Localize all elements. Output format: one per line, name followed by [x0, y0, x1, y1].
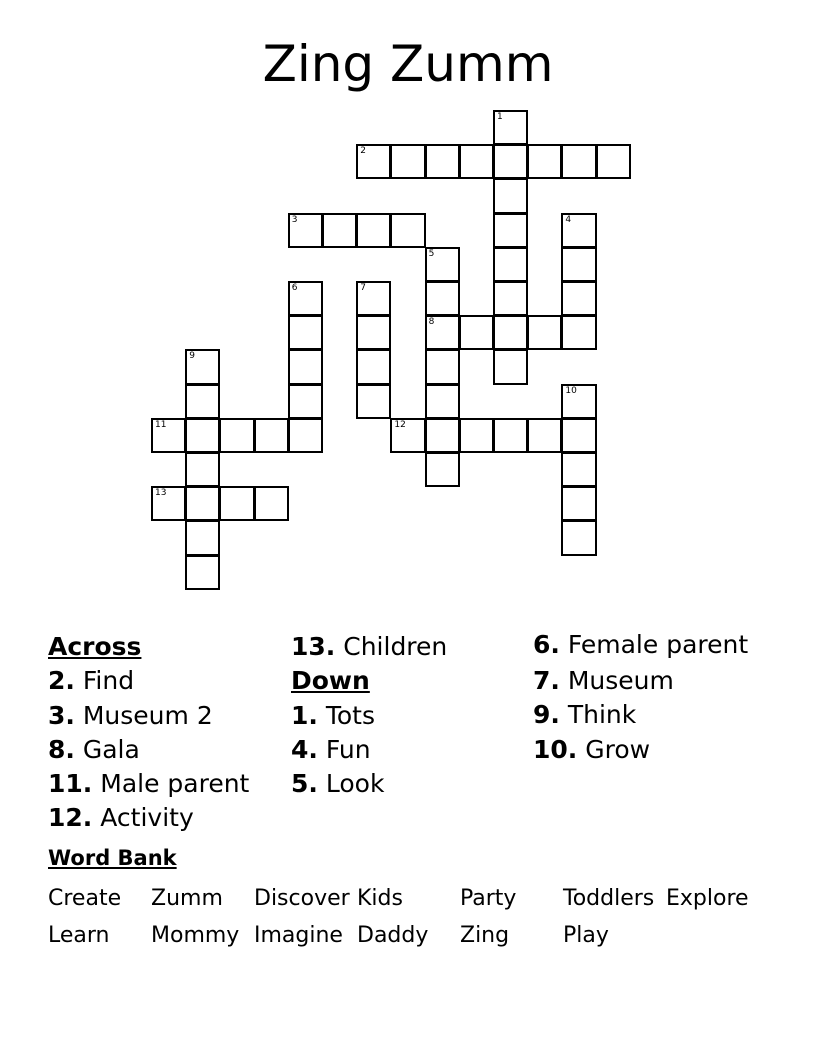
word-bank-word: Daddy — [357, 923, 429, 948]
crossword-cell[interactable] — [459, 315, 494, 350]
crossword-cell[interactable] — [288, 315, 323, 350]
clues-column-1 — [48, 630, 288, 836]
clue-number: 6 — [291, 283, 298, 293]
crossword-cell[interactable] — [493, 247, 528, 282]
word-bank-word: Mommy — [151, 923, 240, 948]
clue-down-4: 4. Fun — [291, 734, 371, 764]
clue-down-7: 7. Museum — [533, 666, 674, 695]
clue-across-13: 13. Children — [291, 632, 448, 661]
clue-number: 3 — [291, 214, 298, 225]
crossword-cell[interactable] — [493, 178, 528, 213]
crossword-cell[interactable] — [185, 452, 220, 487]
crossword-cell[interactable] — [390, 213, 425, 248]
word-bank-word: Create — [48, 886, 122, 911]
crossword-cell[interactable] — [493, 349, 528, 384]
word-bank-title: Word Bank — [48, 846, 177, 870]
word-bank-word: Play — [563, 923, 609, 948]
crossword-cell[interactable] — [356, 213, 391, 248]
clue-number: 8 — [428, 317, 435, 328]
clues-column-2 — [291, 630, 531, 801]
clue-number: 4 — [565, 214, 572, 225]
clue-across-8: 8. Gala — [48, 734, 140, 764]
across-header: Across — [48, 632, 142, 661]
crossword-cell[interactable] — [596, 144, 631, 179]
crossword-cell[interactable] — [254, 418, 289, 453]
word-bank-word: Discover — [254, 886, 350, 911]
clue-across-11: 11. Male parent — [48, 769, 250, 799]
crossword-cell[interactable] — [425, 315, 460, 350]
down-header: Down — [291, 666, 370, 696]
crossword-cell[interactable] — [322, 213, 357, 248]
crossword-cell[interactable] — [425, 384, 460, 419]
crossword-cell[interactable] — [561, 247, 596, 282]
crossword-cell[interactable] — [561, 213, 596, 248]
crossword-cell[interactable] — [493, 144, 528, 179]
crossword-cell[interactable] — [288, 281, 323, 316]
word-bank-word: Learn — [48, 923, 110, 948]
word-bank-word: Toddlers — [563, 886, 655, 911]
crossword-cell[interactable] — [185, 349, 220, 384]
crossword-cell[interactable] — [493, 281, 528, 316]
crossword-cell[interactable] — [561, 315, 596, 350]
crossword-cell[interactable] — [185, 486, 220, 521]
crossword-cell[interactable] — [527, 418, 562, 453]
crossword-cell[interactable] — [561, 144, 596, 179]
clue-across-2: 2. Find — [48, 666, 135, 696]
crossword-cell[interactable] — [493, 213, 528, 248]
clue-down-9: 9. Think — [533, 700, 637, 730]
clue-number: 10 — [565, 385, 577, 396]
crossword-cell[interactable] — [493, 418, 528, 453]
crossword-cell[interactable] — [185, 384, 220, 419]
crossword-cell[interactable] — [425, 452, 460, 487]
crossword-cell[interactable] — [185, 520, 220, 555]
clue-number: 13 — [155, 488, 167, 499]
clue-number: 2 — [360, 146, 366, 157]
word-bank-word: Party — [460, 886, 517, 911]
crossword-cell[interactable] — [425, 418, 460, 453]
clue-down-6: 6. Female parent — [533, 630, 749, 659]
crossword-cell[interactable] — [288, 418, 323, 453]
crossword-cell[interactable] — [219, 418, 254, 453]
clue-number: 12 — [394, 419, 406, 430]
crossword-cell[interactable] — [288, 384, 323, 419]
crossword-cell[interactable] — [390, 144, 425, 179]
crossword-cell[interactable] — [151, 418, 186, 453]
word-bank-word: Zing — [460, 923, 510, 948]
crossword-cell[interactable] — [356, 384, 391, 419]
crossword-cell[interactable] — [493, 110, 528, 145]
crossword-cell[interactable] — [356, 281, 391, 316]
crossword-cell[interactable] — [151, 486, 186, 521]
crossword-cell[interactable] — [185, 418, 220, 453]
crossword-cell[interactable] — [254, 486, 289, 521]
crossword-cell[interactable] — [459, 144, 494, 179]
crossword-cell[interactable] — [425, 281, 460, 316]
word-bank-word: Imagine — [254, 923, 343, 948]
clue-number: 1 — [497, 112, 503, 122]
crossword-cell[interactable] — [493, 315, 528, 350]
clue-across-12: 12. Activity — [48, 803, 194, 833]
crossword-cell[interactable] — [561, 486, 596, 521]
crossword-cell[interactable] — [561, 452, 596, 487]
crossword-cell[interactable] — [561, 418, 596, 453]
word-bank-word: Kids — [357, 886, 403, 911]
clue-down-5: 5. Look — [291, 769, 385, 799]
clue-number: 7 — [360, 283, 366, 293]
clue-number: 11 — [155, 419, 167, 430]
word-bank-word: Explore — [666, 886, 749, 911]
crossword-cell[interactable] — [527, 315, 562, 350]
crossword-cell[interactable] — [356, 349, 391, 384]
crossword-cell[interactable] — [219, 486, 254, 521]
clue-down-10: 10. Grow — [533, 734, 651, 764]
clue-across-3: 3. Museum 2 — [48, 700, 213, 730]
crossword-cell[interactable] — [185, 555, 220, 590]
clue-number: 9 — [189, 351, 195, 362]
crossword-cell[interactable] — [390, 418, 425, 453]
crossword-cell[interactable] — [425, 349, 460, 384]
crossword-cell[interactable] — [288, 349, 323, 384]
crossword-cell[interactable] — [459, 418, 494, 453]
crossword-cell[interactable] — [356, 144, 391, 179]
clue-number: 5 — [428, 248, 435, 259]
crossword-cell[interactable] — [425, 144, 460, 179]
crossword-cell[interactable] — [288, 213, 323, 248]
crossword-cell[interactable] — [561, 384, 596, 419]
page-title: Zing Zumm — [262, 35, 554, 93]
word-bank-word: Zumm — [151, 886, 223, 911]
crossword-cell[interactable] — [425, 247, 460, 282]
crossword-cell[interactable] — [527, 144, 562, 179]
clues-column-3 — [533, 630, 773, 767]
crossword-cell[interactable] — [356, 315, 391, 350]
crossword-cell[interactable] — [561, 520, 596, 555]
clue-down-1: 1. Tots — [291, 700, 376, 730]
crossword-cell[interactable] — [561, 281, 596, 316]
